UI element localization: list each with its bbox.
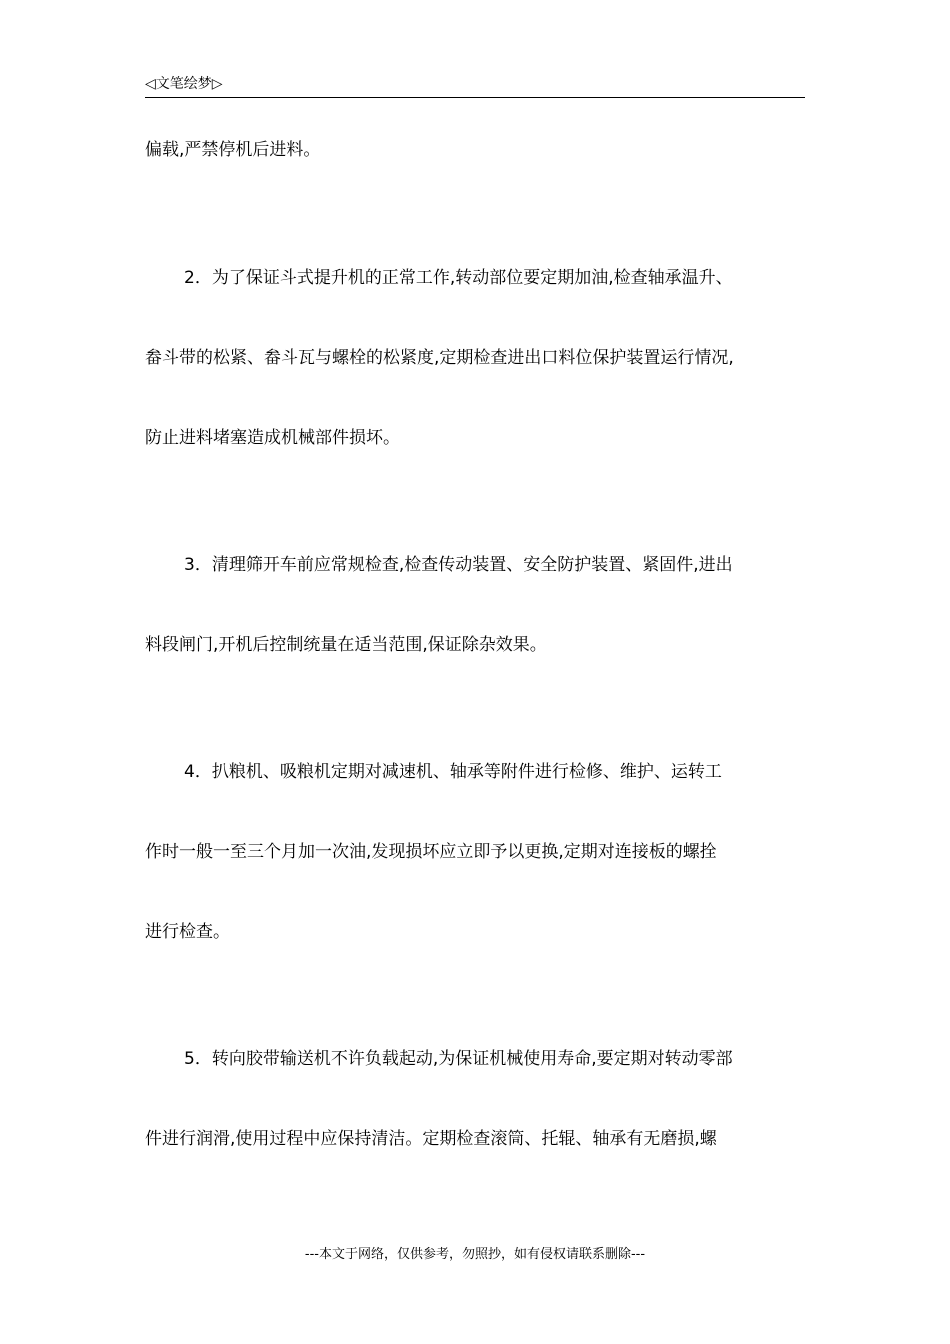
paragraph-4-line: 作时一般一至三个月加一次油,发现损坏应立即予以更换,定期对连接板的螺拴 — [145, 842, 717, 862]
header-divider — [145, 97, 805, 98]
paragraph-2-line: 2．为了保证斗式提升机的正常工作,转动部位要定期加油,检查轴承温升、 — [184, 268, 733, 288]
page-footer: ---本文于网络，仅供参考，勿照抄，如有侵权请联系删除--- — [304, 1247, 646, 1262]
paragraph-3-line: 料段闸门,开机后控制统量在适当范围,保证除杂效果。 — [145, 635, 547, 655]
paragraph-4-line: 4．扒粮机、吸粮机定期对减速机、轴承等附件进行检修、维护、运转工 — [184, 762, 722, 782]
body-line: 偏载,严禁停机后进料。 — [145, 140, 321, 160]
paragraph-3-line: 3．清理筛开车前应常规检查,检查传动装置、安全防护装置、紧固件,进出 — [184, 555, 733, 575]
paragraph-2-line: 防止进料堵塞造成机械部件损坏。 — [145, 428, 400, 448]
paragraph-2-line: 畚斗带的松紧、畚斗瓦与螺栓的松紧度,定期检查进出口料位保护装置运行情况, — [145, 348, 734, 368]
paragraph-5-line: 5．转向胶带输送机不许负载起动,为保证机械使用寿命,要定期对转动零部 — [184, 1049, 733, 1069]
paragraph-5-line: 件进行润滑,使用过程中应保持清洁。定期检查滚筒、托辊、轴承有无磨损,螺 — [145, 1129, 717, 1149]
page-header — [145, 74, 805, 98]
paragraph-4-line: 进行检查。 — [145, 922, 230, 942]
header-title: ◁文笔绘梦▷ — [145, 76, 223, 92]
